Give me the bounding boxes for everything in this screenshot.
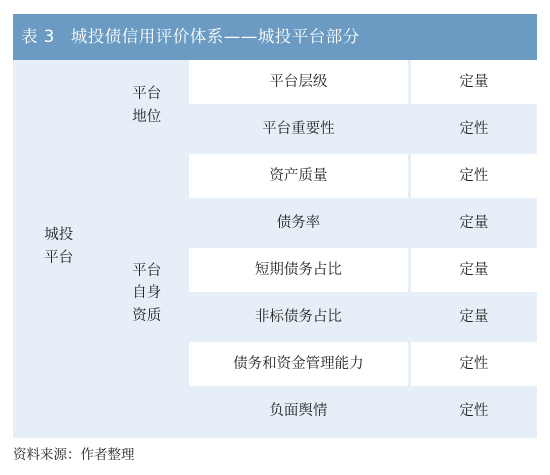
type-cell: 定性	[411, 154, 537, 198]
group-label-line: 自身	[132, 285, 162, 302]
type-cell: 定量	[411, 60, 537, 104]
evaluation-table	[10, 57, 540, 436]
indicator-cell: 负面舆情	[189, 389, 408, 433]
type-cell: 定量	[411, 201, 537, 245]
group-label-line: 平台	[132, 86, 162, 103]
table-title: 城投债信用评价体系——城投平台部分	[70, 27, 360, 46]
indicator-cell: 平台重要性	[189, 107, 408, 151]
table-title-bar	[13, 14, 537, 60]
type-cell: 定性	[411, 107, 537, 151]
category-label-line: 平台	[44, 249, 74, 266]
category-cell	[13, 60, 104, 433]
table-row	[13, 60, 537, 104]
group-label-line: 平台	[132, 262, 162, 279]
type-cell: 定性	[411, 389, 537, 433]
indicator-cell: 债务率	[189, 201, 408, 245]
group-cell	[107, 60, 186, 151]
group-label-line: 资质	[132, 307, 162, 324]
category-label-line: 城投	[44, 227, 74, 244]
type-cell: 定量	[411, 295, 537, 339]
document-page	[13, 14, 537, 438]
table-number: 表 3	[21, 27, 55, 46]
indicator-cell: 资产质量	[189, 154, 408, 198]
type-cell: 定量	[411, 248, 537, 292]
type-cell: 定性	[411, 342, 537, 386]
indicator-cell: 债务和资金管理能力	[189, 342, 408, 386]
group-label-line: 地位	[132, 108, 162, 125]
indicator-cell: 短期债务占比	[189, 248, 408, 292]
source-note: 资料来源：作者整理	[13, 447, 135, 463]
indicator-cell: 平台层级	[189, 60, 408, 104]
indicator-cell: 非标债务占比	[189, 295, 408, 339]
group-cell	[107, 154, 186, 433]
table-wrapper	[13, 60, 537, 438]
